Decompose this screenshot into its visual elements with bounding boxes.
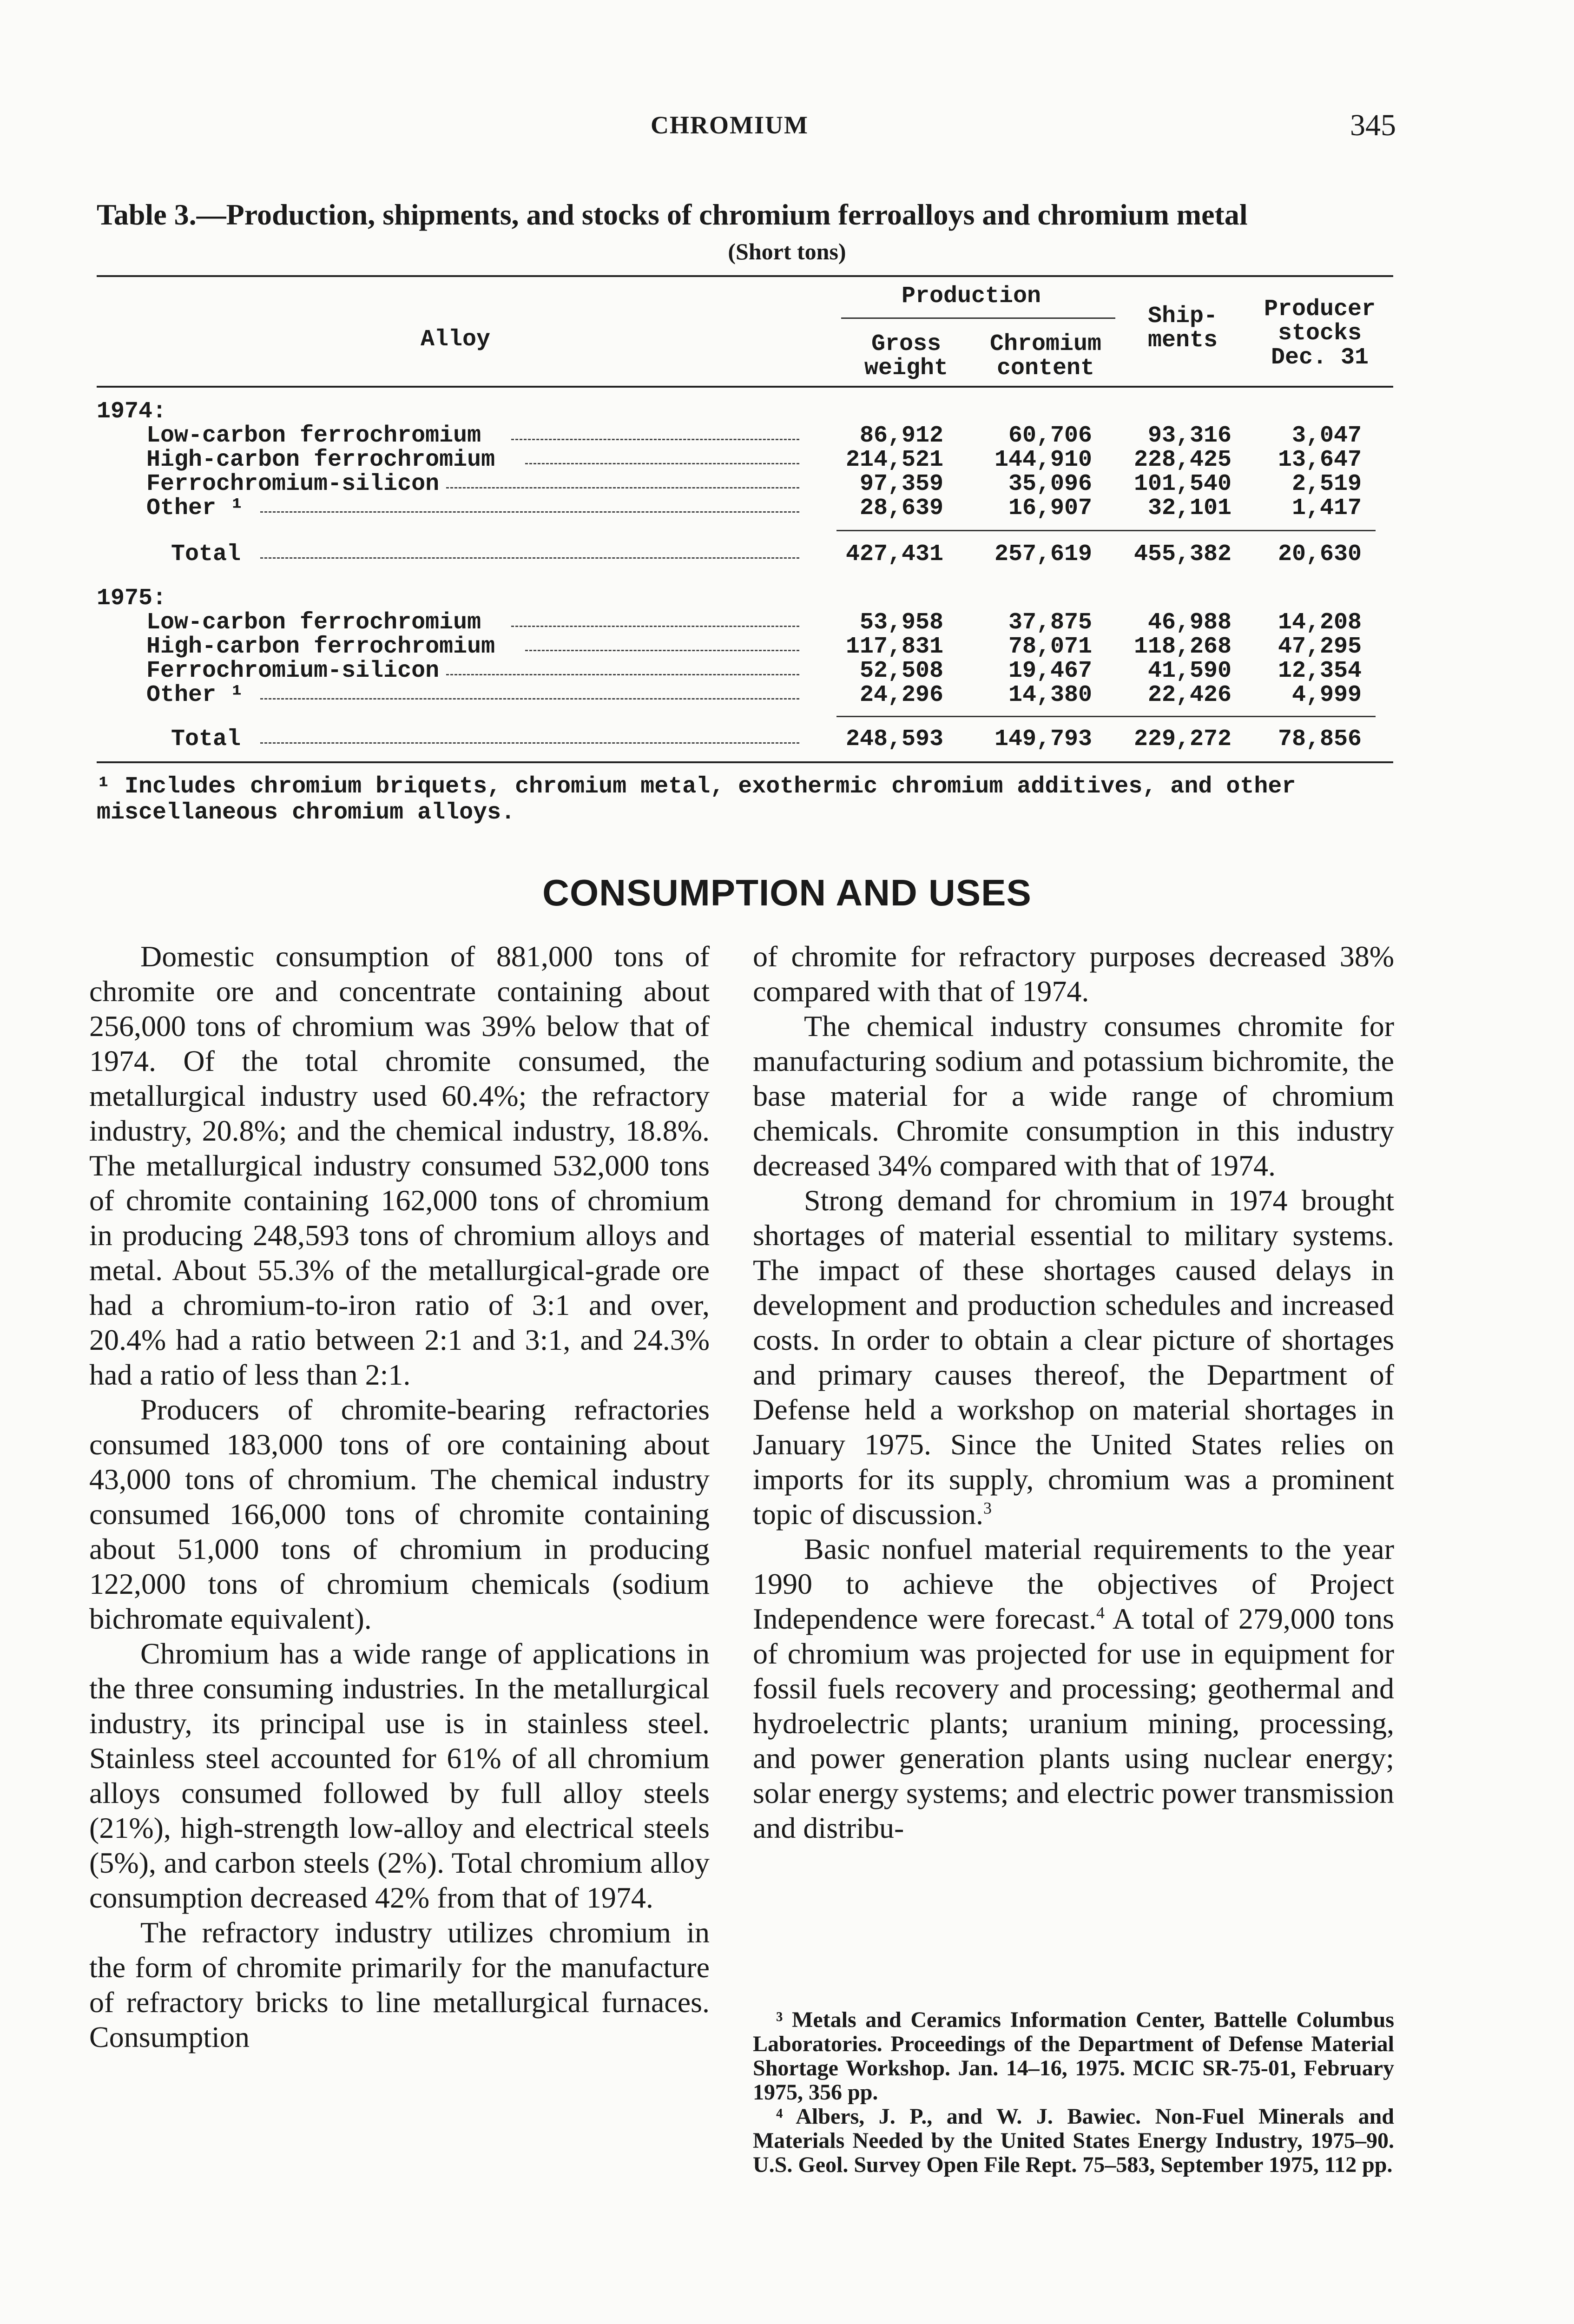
- cell-shipments: 118,268: [1133, 634, 1232, 660]
- cell-content: 14,380: [1008, 682, 1092, 708]
- row-label: High-carbon ferrochromium: [146, 447, 495, 473]
- cell-content: 35,096: [1008, 471, 1092, 497]
- paragraph: [753, 1532, 1394, 1845]
- subtotal-rule: [836, 530, 1376, 531]
- subtotal-rule: [836, 716, 1376, 717]
- paragraph-text: A total of 279,000 tons of chromium was projected for use in equipment for fossil fuels recovery and processing; geothermal and hydroelectric plants; uranium mining, processing, and power generation plants using nuclear energy; solar energy systems; and electric power transmission and distribu-: [753, 1602, 1395, 1844]
- table-units: (Short tons): [728, 238, 846, 264]
- group-year-1974: 1974:: [97, 398, 167, 425]
- row-leader: [260, 742, 799, 744]
- cell-stocks: 47,295: [1278, 634, 1362, 660]
- cell-shipments: 455,382: [1133, 541, 1232, 568]
- paragraph: Chromium has a wide range of applications in the three consuming industries. In the metallurgical industry, its principal use is in stainless steel. Stainless steel accounted for 61% of all chromium alloys consumed followed by full alloy steels (21%), high-strength low-alloy and electrical steels (5%), and carbon steels (2%). Total chromium alloy consumption decreased 42% from that of 1974.: [89, 1637, 710, 1914]
- cell-gross: 248,593: [845, 726, 943, 753]
- cell-shipments: 32,101: [1147, 495, 1232, 522]
- cell-stocks: 13,647: [1278, 447, 1362, 473]
- section-heading: CONSUMPTION AND USES: [542, 872, 1032, 913]
- cell-content: 144,910: [994, 447, 1092, 473]
- header-production: Production: [901, 283, 1041, 310]
- cell-content: 60,706: [1008, 423, 1092, 449]
- cell-stocks: 4,999: [1291, 682, 1362, 708]
- cell-stocks: 14,208: [1278, 609, 1362, 636]
- paragraph: Producers of chromite-bearing refractories consumed 183,000 tons of ore containing about 43,000 tons of chromium. The chemical industry consumed 166,000 tons of chromite containing about 51,000 tons of chromium in producing 122,000 tons of chromium chemicals (sodium bichromate equivalent).: [89, 1393, 710, 1635]
- row-label: Other ¹: [146, 495, 244, 522]
- cell-stocks: 3,047: [1291, 423, 1362, 449]
- table-top-rule: [97, 275, 1393, 277]
- running-title: CHROMIUM: [651, 111, 809, 139]
- cell-content: 16,907: [1008, 495, 1092, 522]
- row-label: Other ¹: [146, 682, 244, 708]
- cell-shipments: 228,425: [1133, 447, 1232, 473]
- row-label: Low-carbon ferrochromium: [146, 609, 481, 636]
- header-producer-stocks: Producer stocks Dec. 31: [1264, 296, 1376, 371]
- paragraph: The chemical industry consumes chromite for manufacturing sodium and potassium bichromite, the base material for a wide range of chromium chemicals. Chromite consumption in this industry decreased 34% compared with that of 1974.: [753, 1010, 1394, 1182]
- cell-content: 149,793: [994, 726, 1092, 753]
- row-label: High-carbon ferrochromium: [146, 634, 495, 660]
- cell-content: 37,875: [1008, 609, 1092, 636]
- right-column: [753, 939, 1394, 1845]
- cell-shipments: 93,316: [1147, 423, 1232, 449]
- cell-gross: 24,296: [859, 682, 943, 708]
- paragraph-continuation: of chromite for refractory purposes decreased 38% compared with that of 1974.: [753, 940, 1394, 1008]
- cell-shipments: 41,590: [1147, 658, 1232, 684]
- cell-stocks: 12,354: [1278, 658, 1362, 684]
- row-leader: [511, 439, 799, 440]
- cell-gross: 427,431: [845, 541, 943, 568]
- paragraph: Domestic consumption of 881,000 tons of chromite ore and concentrate containing about 256,000 tons of chromium was 39% below that of 1974. Of the total chromite consumed, the metallurgical industry used 60.4%; the refractory industry, 20.8%; and the chemical industry, 18.8%. The metallurgical industry consumed 532,000 tons of chromite containing 162,000 tons of chromium in producing 248,593 tons of chromium alloys and metal. About 55.3% of the metallurgical-grade ore had a chromium-to-iron ratio of 3:1 and over, 20.4% had a ratio between 2:1 and 3:1, and 24.3% had a ratio of less than 2:1.: [89, 940, 710, 1391]
- cell-shipments: 22,426: [1147, 682, 1232, 708]
- footnote: ⁴ Albers, J. P., and W. J. Bawiec. Non-Fuel Minerals and Materials Needed by the United States Energy Industry, 1975–90. U.S. Geol. Survey Open File Rept. 75–583, September 1975, 112 pp.: [753, 2104, 1394, 2177]
- header-shipments: Ship- ments: [1147, 303, 1218, 354]
- cell-gross: 52,508: [859, 658, 943, 684]
- row-label: Low-carbon ferrochromium: [146, 423, 481, 449]
- production-span-rule: [841, 317, 1115, 319]
- footnote-ref: 3: [983, 1499, 992, 1518]
- row-leader: [260, 557, 799, 559]
- header-gross-weight: Gross weight: [864, 331, 948, 382]
- page-footnotes: [753, 2008, 1394, 2177]
- cell-stocks: 1,417: [1291, 495, 1362, 522]
- cell-content: 19,467: [1008, 658, 1092, 684]
- cell-shipments: 101,540: [1133, 471, 1232, 497]
- row-leader: [525, 650, 799, 651]
- header-alloy: Alloy: [420, 326, 491, 353]
- cell-content: 257,619: [994, 541, 1092, 568]
- total-label: Total: [171, 541, 241, 568]
- paragraph: The refractory industry utilizes chromium in the form of chromite primarily for the manufacture of refractory bricks to line metallurgical furnaces. Consumption: [89, 1916, 710, 2053]
- row-leader: [260, 698, 799, 700]
- row-leader: [446, 674, 799, 675]
- cell-shipments: 46,988: [1147, 609, 1232, 636]
- row-leader: [525, 463, 799, 464]
- row-leader: [511, 626, 799, 627]
- left-column: [89, 939, 710, 2054]
- total-label: Total: [171, 726, 241, 753]
- group-year-1975: 1975:: [97, 585, 167, 612]
- table-bottom-rule: [97, 761, 1393, 763]
- cell-stocks: 2,519: [1291, 471, 1362, 497]
- cell-gross: 97,359: [859, 471, 943, 497]
- table-caption: Table 3.—Production, shipments, and stocks of chromium ferroalloys and chromium metal: [97, 198, 1248, 231]
- cell-shipments: 229,272: [1133, 726, 1232, 753]
- table-footnote: ¹ Includes chromium briquets, chromium metal, exothermic chromium additives, and other miscellaneous chromium alloys.: [97, 773, 1296, 826]
- cell-gross: 86,912: [859, 423, 943, 449]
- row-label: Ferrochromium-silicon: [146, 471, 440, 497]
- paragraph: [753, 1183, 1394, 1532]
- cell-content: 78,071: [1008, 634, 1092, 660]
- header-chromium-content: Chromium content: [989, 331, 1102, 382]
- footnote-ref: 4: [1096, 1603, 1105, 1622]
- row-label: Ferrochromium-silicon: [146, 658, 440, 684]
- cell-stocks: 78,856: [1278, 726, 1362, 753]
- cell-gross: 28,639: [859, 495, 943, 522]
- paragraph-text: Strong demand for chromium in 1974 brought shortages of material essential to military systems. The impact of these shortages caused delays in development and production schedules and increased costs. In order to obtain a clear picture of shortages and primary causes thereof, the Department of Defense held a workshop on material shortages in January 1975. Since the United States relies on imports for its supply, chromium was a prominent topic of discussion.: [753, 1184, 1394, 1531]
- row-leader: [446, 487, 799, 489]
- cell-gross: 214,521: [845, 447, 943, 473]
- footnote: ³ Metals and Ceramics Information Center, Battelle Columbus Laboratories. Proceedings of the Department of Defense Material Shortage Workshop. Jan. 14–16, 1975. MCIC SR-75-01, February 1975, 356 pp.: [753, 2007, 1394, 2105]
- cell-gross: 53,958: [859, 609, 943, 636]
- row-leader: [260, 511, 799, 513]
- paragraph-text: Basic nonfuel material requirements to the year 1990 to achieve the objectives of Project Independence were forecast.: [753, 1532, 1394, 1635]
- cell-gross: 117,831: [845, 634, 943, 660]
- table-header-rule: [97, 386, 1393, 388]
- cell-stocks: 20,630: [1278, 541, 1362, 568]
- page-number: 345: [1350, 108, 1396, 142]
